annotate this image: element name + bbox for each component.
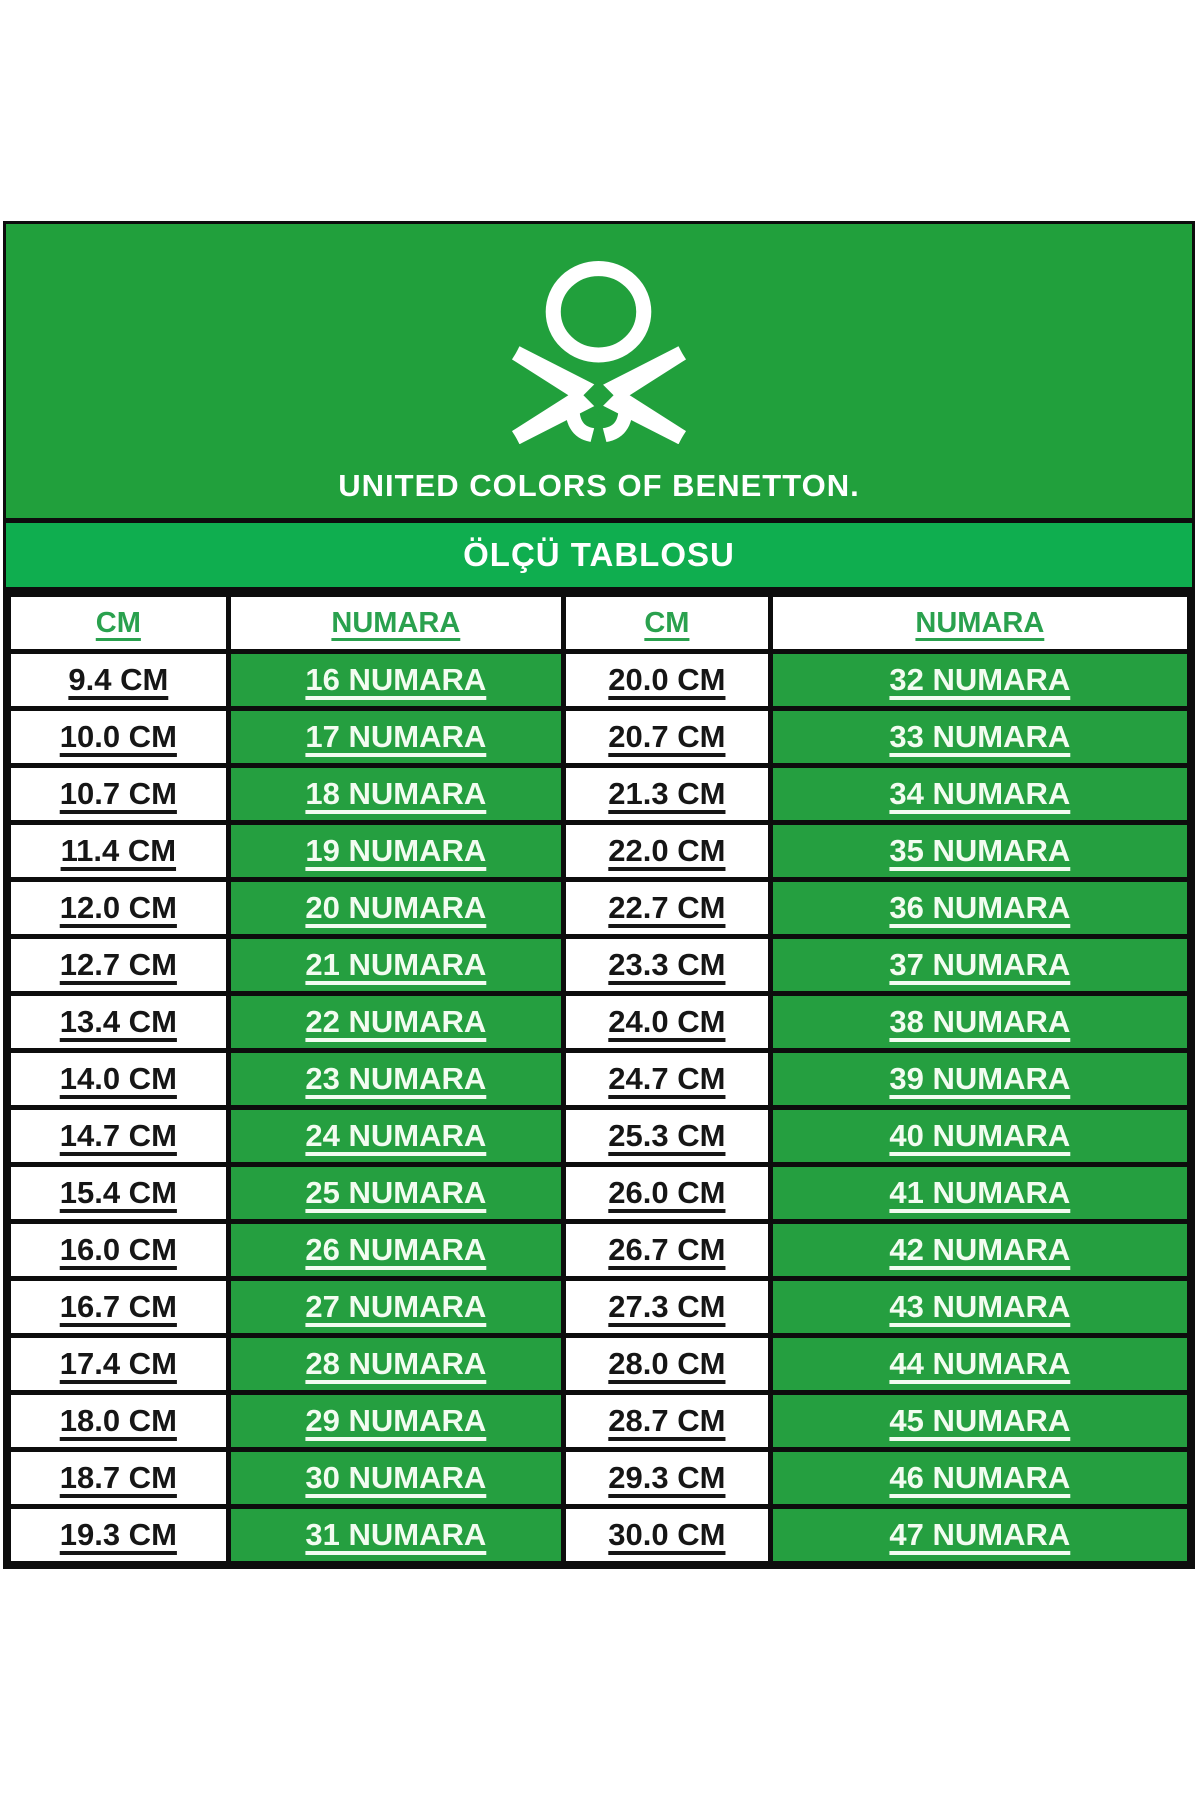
cell-value: 9.4 CM xyxy=(68,662,169,697)
cell-value: 22.0 CM xyxy=(608,833,726,868)
numara-cell xyxy=(228,1336,563,1393)
cell-value: 25.3 CM xyxy=(608,1118,726,1153)
cell-value: 26.0 CM xyxy=(608,1175,726,1210)
size-table-row xyxy=(9,1108,1190,1165)
numara-cell xyxy=(228,1051,563,1108)
cell-value: 28.7 CM xyxy=(608,1403,726,1438)
table-title: ÖLÇÜ TABLOSU xyxy=(463,536,735,573)
cm-cell xyxy=(564,1279,771,1336)
size-table-row xyxy=(9,1165,1190,1222)
size-table-row xyxy=(9,1336,1190,1393)
cell-value: 21.3 CM xyxy=(608,776,726,811)
cell-value: 31 NUMARA xyxy=(305,1517,487,1552)
cm-cell xyxy=(564,937,771,994)
numara-cell xyxy=(228,823,563,880)
cell-value: 44 NUMARA xyxy=(889,1346,1071,1381)
cell-value: 37 NUMARA xyxy=(889,947,1071,982)
cell-value: 36 NUMARA xyxy=(889,890,1071,925)
cm-cell xyxy=(564,1393,771,1450)
cell-value: 24 NUMARA xyxy=(305,1118,487,1153)
cell-value: 23 NUMARA xyxy=(305,1061,487,1096)
numara-cell xyxy=(228,709,563,766)
numara-cell xyxy=(770,709,1189,766)
cm-cell xyxy=(564,1051,771,1108)
numara-cell xyxy=(770,880,1189,937)
cm-cell xyxy=(9,1165,229,1222)
cm-cell xyxy=(564,709,771,766)
numara-cell xyxy=(770,1279,1189,1336)
brand-header xyxy=(6,224,1192,523)
brand-wordmark: UNITED COLORS OF BENETTON. xyxy=(338,468,860,503)
numara-cell xyxy=(770,766,1189,823)
cm-cell xyxy=(9,1393,229,1450)
numara-cell xyxy=(228,937,563,994)
cell-value: 16.0 CM xyxy=(59,1232,177,1267)
col-header-numara-left xyxy=(228,595,563,652)
cell-value: 19 NUMARA xyxy=(305,833,487,868)
numara-cell xyxy=(228,652,563,709)
cm-cell xyxy=(564,1450,771,1507)
cell-value: 41 NUMARA xyxy=(889,1175,1071,1210)
cell-value: 28.0 CM xyxy=(608,1346,726,1381)
numara-cell xyxy=(770,1393,1189,1450)
numara-cell xyxy=(228,1279,563,1336)
cm-cell xyxy=(9,994,229,1051)
cm-cell xyxy=(564,652,771,709)
cell-value: 20 NUMARA xyxy=(305,890,487,925)
cm-cell xyxy=(564,1336,771,1393)
cell-value: 47 NUMARA xyxy=(889,1517,1071,1552)
col-header-numara-right xyxy=(770,595,1189,652)
cell-value: 29.3 CM xyxy=(608,1460,726,1495)
cm-cell xyxy=(564,1222,771,1279)
cell-value: 35 NUMARA xyxy=(889,833,1071,868)
cm-cell xyxy=(9,1279,229,1336)
numara-cell xyxy=(770,652,1189,709)
numara-cell xyxy=(770,823,1189,880)
cm-cell xyxy=(9,709,229,766)
cm-cell xyxy=(9,652,229,709)
cm-cell xyxy=(9,1051,229,1108)
size-table-row xyxy=(9,1507,1190,1564)
col-header-cm-right xyxy=(564,595,771,652)
table-title-banner xyxy=(6,523,1192,592)
size-table-row xyxy=(9,1051,1190,1108)
col-header-label: NUMARA xyxy=(915,606,1045,639)
numara-cell xyxy=(770,1336,1189,1393)
cell-value: 33 NUMARA xyxy=(889,719,1071,754)
cell-value: 28 NUMARA xyxy=(305,1346,487,1381)
numara-cell xyxy=(770,1051,1189,1108)
col-header-label: CM xyxy=(644,606,690,639)
cell-value: 26 NUMARA xyxy=(305,1232,487,1267)
size-table-row xyxy=(9,1222,1190,1279)
numara-cell xyxy=(770,1108,1189,1165)
cell-value: 46 NUMARA xyxy=(889,1460,1071,1495)
size-table-row xyxy=(9,823,1190,880)
cell-value: 27.3 CM xyxy=(608,1289,726,1324)
cell-value: 14.0 CM xyxy=(59,1061,177,1096)
numara-cell xyxy=(228,1393,563,1450)
cell-value: 39 NUMARA xyxy=(889,1061,1071,1096)
benetton-knot-icon xyxy=(510,260,688,444)
cm-cell xyxy=(9,1336,229,1393)
cm-cell xyxy=(564,880,771,937)
cell-value: 16.7 CM xyxy=(59,1289,177,1324)
cell-value: 29 NUMARA xyxy=(305,1403,487,1438)
size-table-row xyxy=(9,1393,1190,1450)
cell-value: 10.0 CM xyxy=(59,719,177,754)
cell-value: 38 NUMARA xyxy=(889,1004,1071,1039)
cell-value: 15.4 CM xyxy=(59,1175,177,1210)
cm-cell xyxy=(564,1507,771,1564)
cell-value: 14.7 CM xyxy=(59,1118,177,1153)
numara-cell xyxy=(770,937,1189,994)
numara-cell xyxy=(228,994,563,1051)
numara-cell xyxy=(770,1507,1189,1564)
size-table-body xyxy=(9,652,1190,1564)
cm-cell xyxy=(9,1507,229,1564)
size-table-row xyxy=(9,880,1190,937)
numara-cell xyxy=(770,1450,1189,1507)
cm-cell xyxy=(9,880,229,937)
cell-value: 20.0 CM xyxy=(608,662,726,697)
cell-value: 20.7 CM xyxy=(608,719,726,754)
cell-value: 21 NUMARA xyxy=(305,947,487,982)
numara-cell xyxy=(770,1222,1189,1279)
cm-cell xyxy=(9,766,229,823)
cell-value: 43 NUMARA xyxy=(889,1289,1071,1324)
size-table-row xyxy=(9,766,1190,823)
cell-value: 10.7 CM xyxy=(59,776,177,811)
size-chart-sheet xyxy=(3,221,1195,1569)
cell-value: 23.3 CM xyxy=(608,947,726,982)
numara-cell xyxy=(228,1165,563,1222)
cell-value: 17.4 CM xyxy=(59,1346,177,1381)
numara-cell xyxy=(228,1222,563,1279)
cell-value: 42 NUMARA xyxy=(889,1232,1071,1267)
cell-value: 12.0 CM xyxy=(59,890,177,925)
cell-value: 26.7 CM xyxy=(608,1232,726,1267)
cell-value: 25 NUMARA xyxy=(305,1175,487,1210)
cm-cell xyxy=(564,823,771,880)
numara-cell xyxy=(228,1108,563,1165)
size-table-row xyxy=(9,709,1190,766)
cell-value: 12.7 CM xyxy=(59,947,177,982)
col-header-label: NUMARA xyxy=(331,606,461,639)
size-table-header-row xyxy=(9,595,1190,652)
cell-value: 13.4 CM xyxy=(59,1004,177,1039)
numara-cell xyxy=(228,1450,563,1507)
cell-value: 32 NUMARA xyxy=(889,662,1071,697)
cm-cell xyxy=(9,823,229,880)
cm-cell xyxy=(9,937,229,994)
numara-cell xyxy=(228,1507,563,1564)
size-table-row xyxy=(9,937,1190,994)
col-header-label: CM xyxy=(95,606,141,639)
numara-cell xyxy=(228,766,563,823)
cell-value: 34 NUMARA xyxy=(889,776,1071,811)
size-table-row xyxy=(9,1279,1190,1336)
cell-value: 22 NUMARA xyxy=(305,1004,487,1039)
cell-value: 16 NUMARA xyxy=(305,662,487,697)
cell-value: 24.0 CM xyxy=(608,1004,726,1039)
cell-value: 24.7 CM xyxy=(608,1061,726,1096)
cm-cell xyxy=(564,1108,771,1165)
cell-value: 18 NUMARA xyxy=(305,776,487,811)
cm-cell xyxy=(9,1450,229,1507)
cell-value: 19.3 CM xyxy=(59,1517,177,1552)
cell-value: 22.7 CM xyxy=(608,890,726,925)
cell-value: 27 NUMARA xyxy=(305,1289,487,1324)
cm-cell xyxy=(9,1108,229,1165)
size-table-row xyxy=(9,994,1190,1051)
cm-cell xyxy=(9,1222,229,1279)
size-table-row xyxy=(9,652,1190,709)
cell-value: 45 NUMARA xyxy=(889,1403,1071,1438)
size-table-row xyxy=(9,1450,1190,1507)
cell-value: 30.0 CM xyxy=(608,1517,726,1552)
cm-cell xyxy=(564,1165,771,1222)
cell-value: 18.0 CM xyxy=(59,1403,177,1438)
cell-value: 40 NUMARA xyxy=(889,1118,1071,1153)
cell-value: 30 NUMARA xyxy=(305,1460,487,1495)
cm-cell xyxy=(564,994,771,1051)
size-table xyxy=(6,592,1192,1566)
numara-cell xyxy=(770,994,1189,1051)
numara-cell xyxy=(228,880,563,937)
cell-value: 18.7 CM xyxy=(59,1460,177,1495)
cell-value: 11.4 CM xyxy=(60,833,177,868)
cell-value: 17 NUMARA xyxy=(305,719,487,754)
col-header-cm-left xyxy=(9,595,229,652)
cm-cell xyxy=(564,766,771,823)
numara-cell xyxy=(770,1165,1189,1222)
